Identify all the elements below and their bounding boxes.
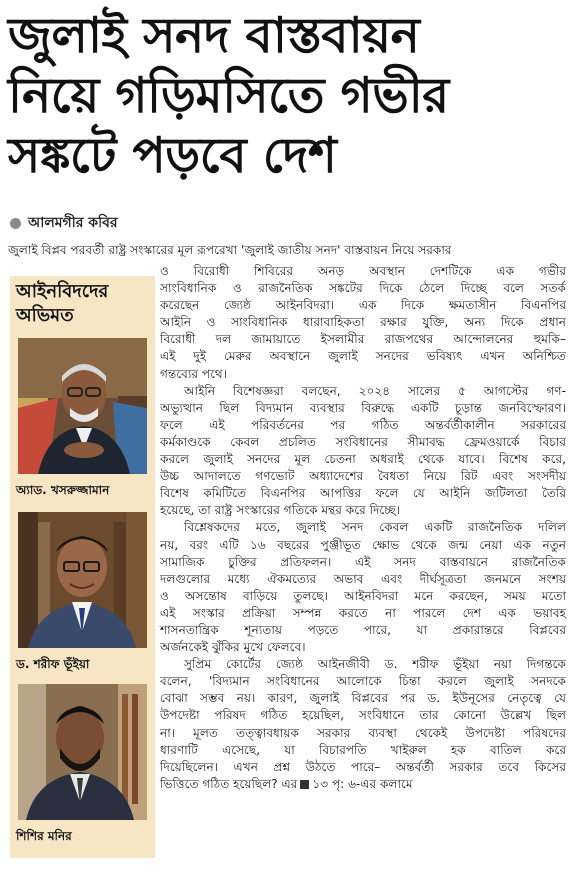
text-line: দলগুলোর মধ্যে ঐকমত্যের অভাব এবং দীর্ঘসূত্রতা জনমনে সংশয় [160, 571, 566, 586]
headline-line-2: নিয়ে গড়িমসিতে গভীর [8, 67, 449, 124]
paragraph-2 [160, 383, 566, 520]
jump-reference[interactable]: ১৩ পৃ: ৬-এর কলামে [312, 776, 413, 791]
text-line: করেছেন জ্যেষ্ঠ আইনবিদরা। এক দিকে ক্ষমতাসীন বিএনপির [160, 298, 566, 313]
text-line: শাসনতান্ত্রিক শূন্যতায় পড়তে পারে, যা প্রকারান্তরে বিপ্লবের [160, 622, 566, 637]
experts-sidebar [10, 276, 155, 858]
continuation-text: ভিত্তিতে গঠিত হয়েছিল? এর [160, 776, 298, 791]
text-line: অভ্যুত্থান ছিল বিদ্যমান ব্যবস্থার বিরুদ্ধে একটি চূড়ান্ত জনবিস্ফোরণ। [160, 400, 566, 415]
text-line: নয়, বরং এটি ১৬ বছরের পুঞ্জীভূত ক্ষোভ থেকে জন্ম নেয়া এক নতুন [160, 537, 566, 552]
text-line: আইনি বিশেষজ্ঞরা বলছেন, ২০২৪ সালের ৫ আগস্টের গণ- [184, 383, 566, 398]
jump-square-icon [300, 780, 309, 789]
lead-line: জুলাই বিপ্লব পরবর্তী রাষ্ট্র সংস্কারের মূল রূপরেখা 'জুলাই জাতীয় সনদ' বাস্তবায়ন নিয়ে সরকার [8, 243, 452, 257]
headline-line-1: জুলাই সনদ বাস্তবায়ন [8, 7, 420, 64]
bullet-dot-icon [10, 218, 21, 229]
sidebar-title [16, 280, 149, 328]
continuation-line [160, 776, 566, 793]
paragraph-3 [160, 519, 566, 656]
text-line: বোঝা সম্ভব নয়। কারণ, জুলাই বিপ্লবের পর ড. ইউনূসের নেতৃত্বে যে [160, 691, 566, 706]
headline [8, 6, 568, 186]
text-line: দিয়েছিলেন। এখন প্রশ্ন উঠতে পারে– অন্তর্বর্তী সরকার তবে কিসের [160, 759, 566, 774]
text-line: বিরোধী দল জামায়াতে ইসলামীর রাজপথের আন্দোলনের হুমকি– [160, 332, 566, 347]
text-line: বিশ্লেষকদের মতে, জুলাই সনদ কেবল একটি রাজনৈতিক দলিল [184, 520, 566, 535]
text-line: না। মূলত তত্ত্বাবধায়ক সরকার ব্যবস্থা থেকেই উপদেষ্টা পরিষদের [160, 725, 566, 740]
expert-photo-khasruzzaman [18, 338, 147, 474]
expert-photo-sharif-bhuiyan [18, 512, 147, 648]
text-line: আইনি ও সাংবিধানিক ধারাবাহিকতা রক্ষার যুক্তি, অন্য দিকে প্রধান [160, 315, 566, 330]
text-line: এই সংস্কার প্রক্রিয়া সম্পন্ন করতে না পারলে দেশ এক ভয়াবহ [160, 605, 566, 620]
text-line: ও বিরোধী শিবিরের অনড় অবস্থান দেশটিকে এক গভীর [160, 264, 566, 278]
text-line: বিশেষ কমিটিতে বিএনপির আপত্তির ফলে যে আইনি জটিলতা তৈরি [160, 486, 566, 501]
article-body [160, 263, 566, 793]
text-line: সামাজিক চুক্তির প্রতিফলন। এই সনদ বাস্তবায়নে রাজনৈতিক [160, 554, 566, 569]
text-line: ও অসন্তোষ বাড়িয়ে তুলছে। আইনবিদরা মনে করছেন, সময় মতো [160, 588, 566, 603]
text-line: উপদেষ্টা পরিষদ গঠিত হয়েছিল, সংবিধানে তার কোনো উল্লেখ ছিল [160, 708, 566, 723]
sidebar-title-line-1: আইনবিদদের [16, 281, 109, 302]
expert-caption-1: অ্যাড. খসরুজ্জামান [16, 483, 110, 497]
headline-line-3: সঙ্কটে পড়বে দেশ [8, 127, 337, 184]
text-line: সাংবিধানিক ও রাজনৈতিক সঙ্কটের দিকে ঠেলে দিচ্ছে বলে সতর্ক [160, 281, 566, 296]
text-line: অর্জনকেই ঝুঁকির মুখে ফেলবে। [160, 640, 306, 655]
author-name: আলমগীর কবির [28, 215, 118, 231]
text-line: ধারণাটি এসেছে, যা বিচারপতি খাইরুল হক বাতিল করে [160, 742, 566, 757]
text-line: হয়েছে, তা রাষ্ট্র সংস্কারের গতিকে মন্থর করে দিচ্ছে। [160, 503, 401, 518]
text-line: বলেন, 'বিদ্যমান সংবিধানের আলোকে চিন্তা করলে জুলাই সনদকে [160, 674, 566, 689]
text-line: কর্মকাণ্ডকে কেবল প্রচলিত সংবিধানের সীমাবদ্ধ ফ্রেমওয়ার্কে বিচার [160, 434, 566, 449]
text-line: করলে জুলাই সনদের মূল চেতনা অধরাই থেকে যাবে। বিশেষ করে, [160, 452, 566, 467]
text-line: সুপ্রিম কোর্টের জ্যেষ্ঠ আইনজীবী ড. শরীফ ভূঁইয়া নয়া দিগন্তকে [184, 657, 566, 672]
paragraph-4 [160, 656, 566, 793]
expert-caption-3: শিশির মনির [16, 829, 72, 843]
text-line: গন্তব্যের পথে। [160, 366, 228, 381]
text-line: এই দুই মেরুর অবস্থানে জুলাই সনদের ভবিষ্যৎ এখন অনিশ্চিত [160, 349, 566, 364]
sidebar-title-line-2: অভিমত [16, 305, 74, 326]
expert-caption-2: ড. শরীফ ভূঁইয়া [16, 657, 90, 671]
expert-photo-shishir-monir [18, 684, 147, 820]
paragraph-1 [160, 263, 566, 383]
text-line: ফলে এই পরিবর্তনের পর গঠিত অন্তর্বর্তীকালীন সরকারের [160, 417, 566, 432]
text-line: উচ্চ আদালতে গণভোট অধ্যাদেশের বৈধতা নিয়ে রিট এবং সংসদীয় [160, 469, 566, 484]
byline [10, 213, 118, 233]
